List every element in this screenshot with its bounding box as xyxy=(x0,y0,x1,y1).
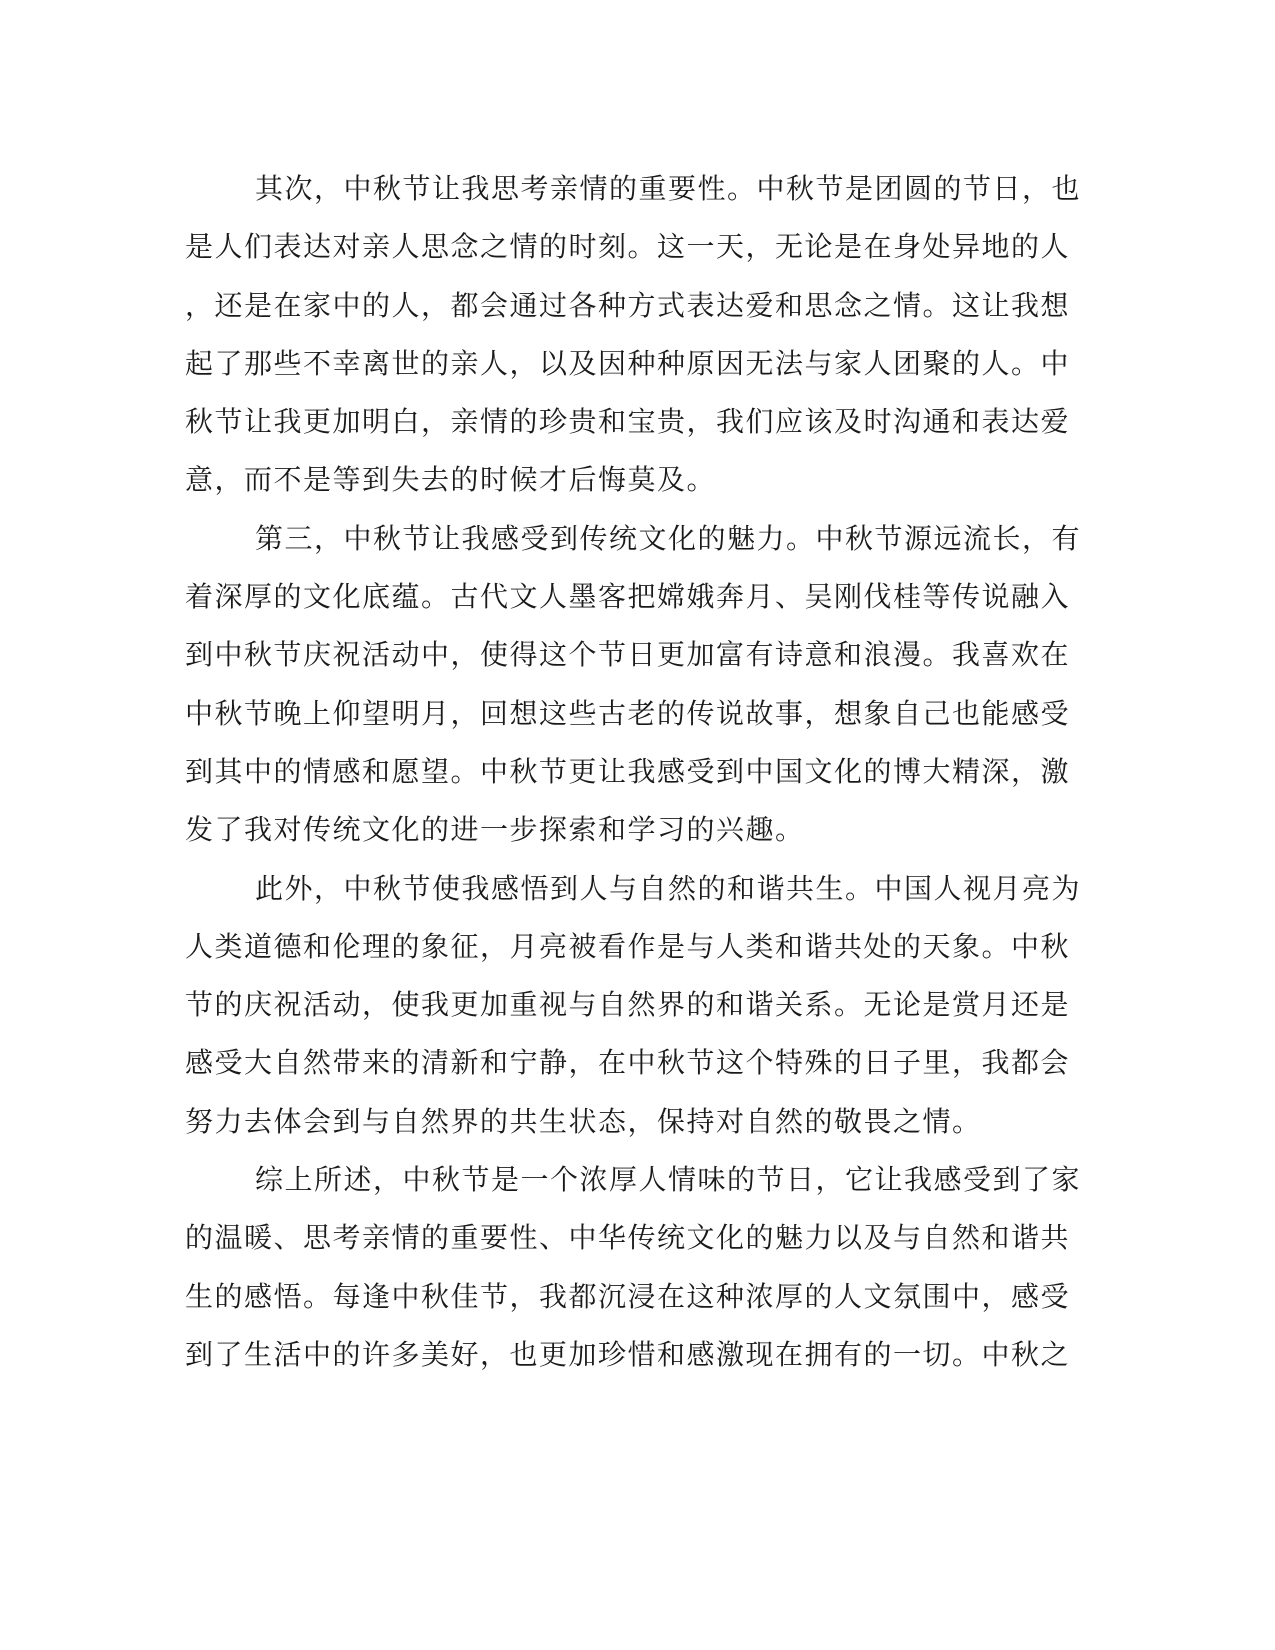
paragraph-1-line-6: 意，而不是等到失去的时候才后悔莫及。 xyxy=(185,463,717,497)
paragraph-1-line-5: 秋节让我更加明白，亲情的珍贵和宝贵，我们应该及时沟通和表达爱 xyxy=(185,405,1071,439)
paragraph-1-line-2: 是人们表达对亲人思念之情的时刻。这一天，无论是在身处异地的人 xyxy=(185,230,1071,264)
paragraph-2-line-6: 发了我对传统文化的进一步探索和学习的兴趣。 xyxy=(185,813,805,847)
paragraph-3-line-3: 节的庆祝活动，使我更加重视与自然界的和谐关系。无论是赏月还是 xyxy=(185,988,1071,1022)
paragraph-1-line-1: 其次，中秋节让我思考亲情的重要性。中秋节是团圆的节日，也 xyxy=(255,172,1082,205)
paragraph-3-line-2: 人类道德和伦理的象征，月亮被看作是与人类和谐共处的天象。中秋 xyxy=(185,929,1071,963)
paragraph-2-line-1: 第三，中秋节让我感受到传统文化的魅力。中秋节源远流长，有 xyxy=(255,521,1082,555)
paragraph-4-line-3: 生的感悟。每逢中秋佳节，我都沉浸在这种浓厚的人文氛围中，感受 xyxy=(185,1279,1071,1313)
paragraph-4-line-2: 的温暖、思考亲情的重要性、中华传统文化的魅力以及与自然和谐共 xyxy=(185,1221,1071,1255)
paragraph-1-line-4: 起了那些不幸离世的亲人，以及因种种原因无法与家人团聚的人。中 xyxy=(185,346,1071,380)
paragraph-3-line-5: 努力去体会到与自然界的共生状态，保持对自然的敬畏之情。 xyxy=(185,1104,982,1138)
paragraph-2-line-2: 着深厚的文化底蕴。古代文人墨客把嫦娥奔月、吴刚伐桂等传说融入 xyxy=(185,580,1071,614)
paragraph-3-line-1: 此外，中秋节使我感悟到人与自然的和谐共生。中国人视月亮为 xyxy=(255,871,1082,905)
paragraph-3-line-4: 感受大自然带来的清新和宁静，在中秋节这个特殊的日子里，我都会 xyxy=(185,1046,1071,1080)
paragraph-2-line-5: 到其中的情感和愿望。中秋节更让我感受到中国文化的博大精深，激 xyxy=(185,754,1071,788)
paragraph-4-line-4: 到了生活中的许多美好，也更加珍惜和感激现在拥有的一切。中秋之 xyxy=(185,1337,1071,1371)
document-body xyxy=(185,160,1090,1384)
paragraph-4-line-1: 综上所述，中秋节是一个浓厚人情味的节日，它让我感受到了家 xyxy=(255,1163,1082,1197)
paragraph-2-line-3: 到中秋节庆祝活动中，使得这个节日更加富有诗意和浪漫。我喜欢在 xyxy=(185,638,1071,672)
paragraph-1-line-3: ，还是在家中的人，都会通过各种方式表达爱和思念之情。这让我想 xyxy=(185,288,1071,322)
paragraph-2-line-4: 中秋节晚上仰望明月，回想这些古老的传说故事，想象自己也能感受 xyxy=(185,696,1071,730)
